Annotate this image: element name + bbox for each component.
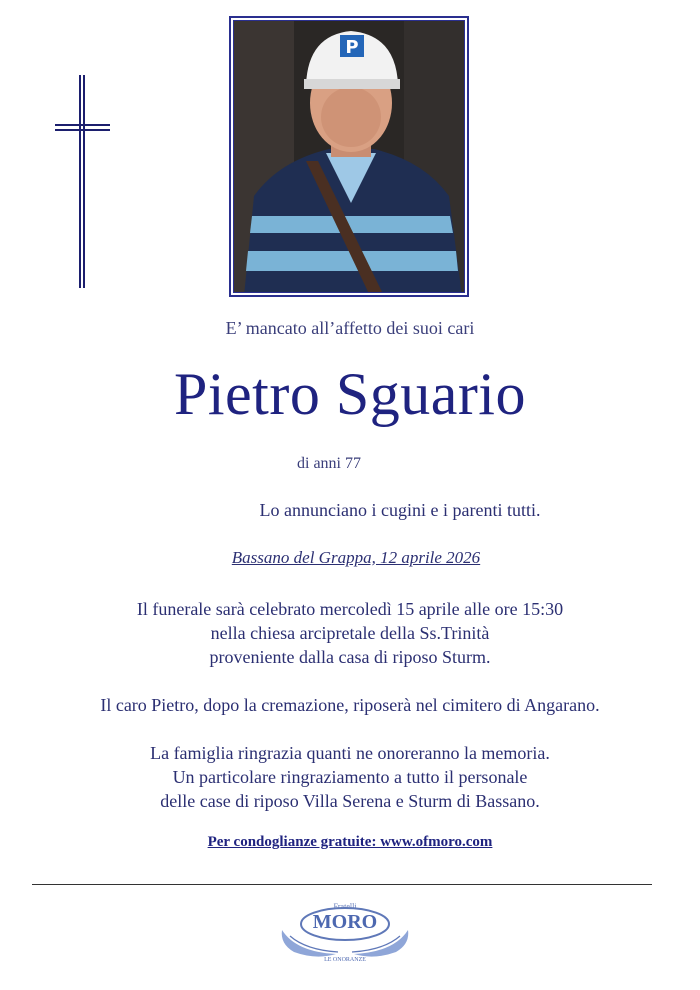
cross-horizontal-bar: [55, 124, 110, 126]
funeral-line: proveniente dalla casa di riposo Sturm.: [209, 647, 491, 667]
thanks-paragraph: [0, 741, 700, 813]
logo-main-text: MORO: [312, 911, 378, 933]
cross-horizontal-bar: [55, 129, 110, 131]
cross-vertical-bar: [79, 75, 81, 288]
svg-text:P: P: [345, 37, 359, 58]
cross-vertical-bar: [83, 75, 85, 288]
burial-text: Il caro Pietro, dopo la cremazione, riposerà nel cimitero di Angarano.: [100, 695, 600, 715]
condolences-link[interactable]: Per condoglianze gratuite: www.ofmoro.com: [207, 834, 493, 850]
announcement-text: Lo annunciano i cugini e i parenti tutti.: [259, 500, 541, 520]
funeral-line: Il funerale sarà celebrato mercoledì 15 aprile alle ore 15:30: [136, 599, 564, 619]
logo-top-text: Fratelli: [333, 902, 357, 911]
thanks-line: delle case di riposo Villa Serena e Sturm di Bassano.: [160, 791, 540, 811]
funeral-paragraph: [0, 597, 700, 669]
age-text: di anni 77: [297, 455, 361, 472]
deceased-name: Pietro Sguario: [174, 361, 526, 427]
divider: [32, 884, 652, 885]
portrait-photo-frame: [229, 16, 469, 297]
thanks-line: La famiglia ringrazia quanti ne onoreranno la memoria.: [150, 743, 550, 763]
moro-logo: [276, 900, 414, 966]
intro-text: E’ mancato all’affetto dei suoi cari: [225, 318, 475, 338]
logo-bottom-text: LE ONORANZE: [324, 957, 366, 963]
place-date: Bassano del Grappa, 12 aprile 2026: [231, 548, 481, 567]
thanks-line: Un particolare ringraziamento a tutto il personale: [172, 767, 528, 787]
funeral-line: nella chiesa arcipretale della Ss.Trinità: [210, 623, 490, 643]
portrait-photo: [233, 20, 465, 293]
